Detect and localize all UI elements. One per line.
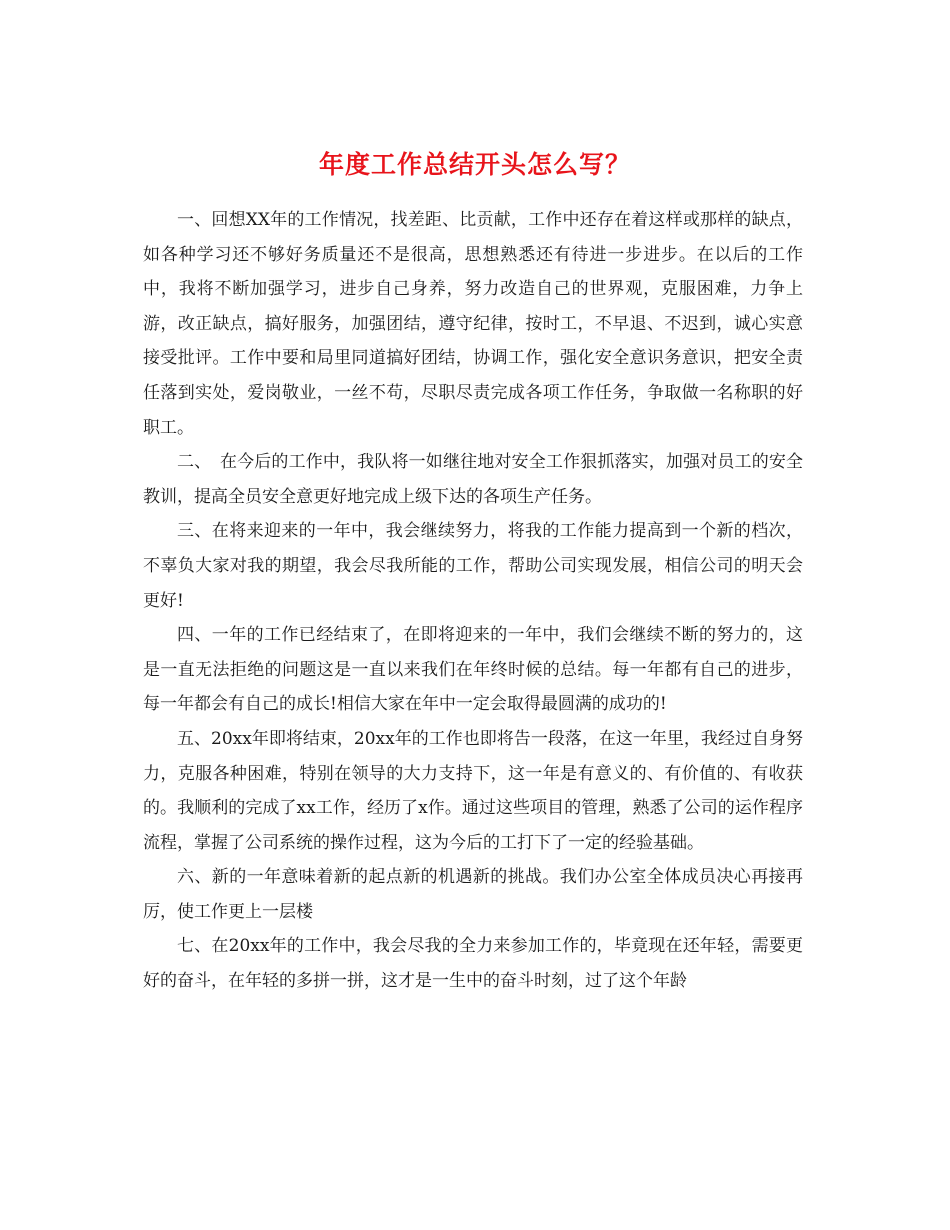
document-title: 年度工作总结开头怎么写？ [318,149,631,179]
document-body [143,203,803,999]
paragraph-2: 二、 在今后的工作中，我队将一如继往地对安全工作狠抓落实，加强对员工的安全教训，提高全员安全意更好地完成上级下达的各项生产任务。 [143,452,803,507]
paragraph-1: 一、回想XX年的工作情况，找差距、比贡献，工作中还存在着这样或那样的缺点，如各种学习还不够好务质量还不是很高，思想熟悉还有待进一步进步。在以后的工作中，我将不断加强学习，进步自己身养，努力改造自己的世界观，克服困难，力争上游，改正缺点，搞好服务，加强团结，遵守纪律，按时工，不早退、不迟到，诚心实意接受批评。工作中要和局里同道搞好团结，协调工作，强化安全意识务意识，把安全责任落到实处，爱岗敬业，一丝不苟，尽职尽责完成各项工作任务，争取做一名称职的好职工。 [143,210,803,438]
paragraph-7: 七、在20xx年的工作中，我会尽我的全力来参加工作的，毕竟现在还年轻，需要更好的奋斗，在年轻的多拼一拼，这才是一生中的奋斗时刻，过了这个年龄 [143,936,803,992]
paragraph-5: 五、20xx年即将结束，20xx年的工作也即将告一段落，在这一年里，我经过自身努力，克服各种困难，特别在领导的大力支持下，这一年是有意义的、有价值的、有收获的。我顺利的完成了xx工作，经历了x作。通过这些项目的管理，熟悉了公司的运作程序流程，掌握了公司系统的操作过程，这为今后的工打下了一定的经验基础。 [143,728,803,853]
paragraph-6: 六、新的一年意味着新的起点新的机遇新的挑战。我们办公室全体成员决心再接再厉，使工作更上一层楼 [143,867,803,922]
paragraph-4: 四、一年的工作已经结束了，在即将迎来的一年中，我们会继续不断的努力的，这是一直无法拒绝的问题这是一直以来我们在年终时候的总结。每一年都有自己的进步，每一年都会有自己的成长!相信大家在年中一定会取得最圆满的成功的! [143,625,803,715]
paragraph-3: 三、在将来迎来的一年中，我会继续努力，将我的工作能力提高到一个新的档次，不辜负大家对我的期望，我会尽我所能的工作，帮助公司实现发展，相信公司的明天会更好! [143,521,803,611]
